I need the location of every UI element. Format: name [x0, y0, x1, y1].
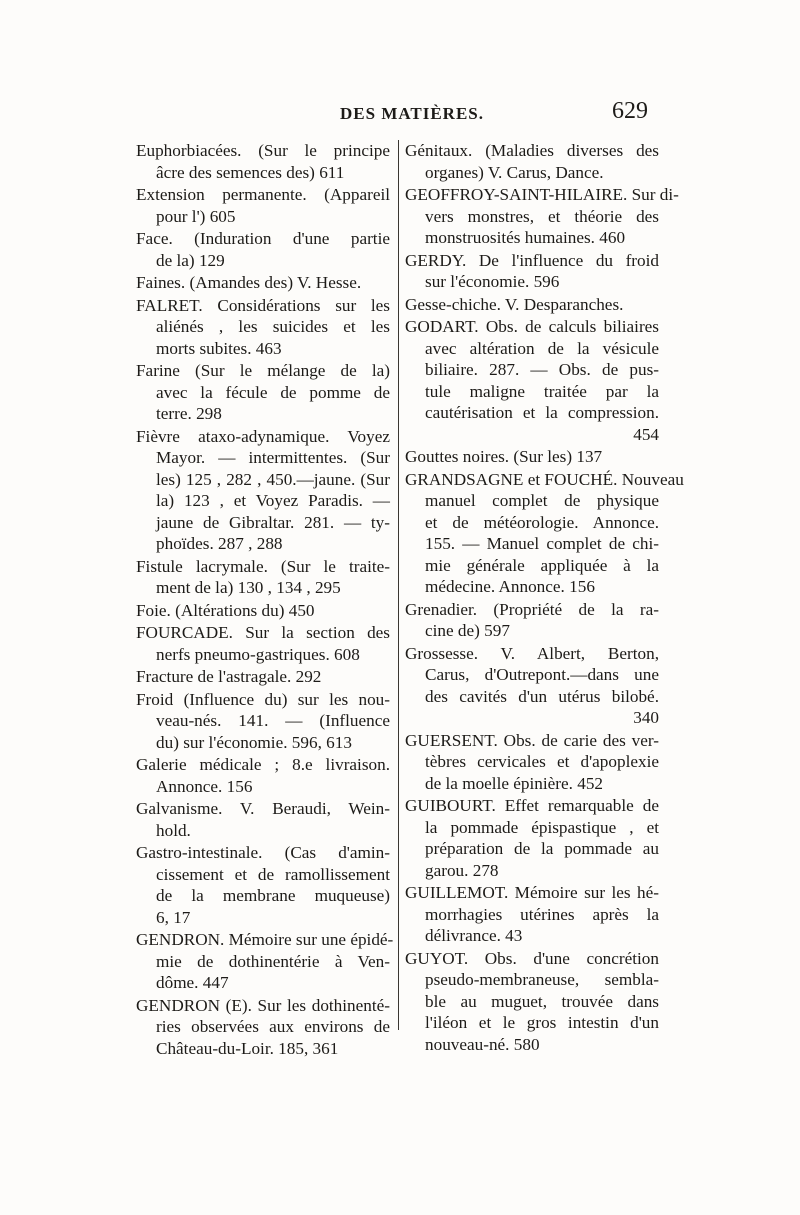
- index-entry-line: Génitaux. (Maladies diverses des: [405, 141, 659, 160]
- index-entry-line: jaune de Gibraltar. 281. — ty-: [156, 512, 390, 532]
- index-entry-line: FALRET. Considérations sur les: [136, 295, 390, 315]
- index-entry-line: Carus, d'Outrepont.—dans une: [425, 665, 659, 684]
- index-entry-line: phoïdes. 287 , 288: [156, 534, 283, 553]
- running-head: [0, 98, 800, 134]
- index-column-right: [405, 140, 684, 1056]
- index-entry-line: vers monstres, et théorie des: [425, 206, 659, 226]
- index-entry: [136, 600, 390, 622]
- index-entry-line: préparation de la pommade au: [425, 839, 659, 858]
- index-entry-line: Grenadier. (Propriété de la ra-: [405, 599, 659, 619]
- index-entry-line: aliénés , les suicides et les: [156, 317, 390, 336]
- index-entry-line: Mayor. — intermittentes. (Sur: [156, 448, 390, 467]
- index-entry-line: cissement et de ramollissement: [156, 864, 390, 884]
- index-entry: [405, 643, 659, 729]
- index-entry: [136, 184, 390, 227]
- index-entry-line: GUIBOURT. Effet remarquable de: [405, 796, 659, 815]
- index-entry-line: Château-du-Loir. 185, 361: [156, 1038, 339, 1058]
- index-entry: [405, 882, 659, 947]
- index-entry: [136, 689, 390, 754]
- index-entry-line: sur l'économie. 596: [425, 272, 560, 291]
- index-entry-line: Face. (Induration d'une partie: [136, 229, 390, 248]
- index-entry: [405, 795, 659, 881]
- index-entry-line: la) 123 , et Voyez Paradis. —: [156, 491, 390, 510]
- index-entry: [136, 295, 390, 360]
- index-entry-line: tèbres cervicales et d'apoplexie: [425, 752, 659, 771]
- index-entry-line: garou. 278: [425, 860, 499, 880]
- index-entry-line: Fistule lacrymale. (Sur le traite-: [136, 556, 390, 576]
- index-entry-line: monstruosités humaines. 460: [425, 228, 626, 247]
- page-number: 629: [612, 98, 648, 124]
- index-entry-line: Galerie médicale ; 8.e livraison.: [136, 755, 390, 774]
- index-entry-line: pseudo-membraneuse, sembla-: [425, 970, 659, 989]
- index-entry: [405, 294, 659, 316]
- index-entry-line: morrhagies utérines après la: [425, 904, 659, 924]
- index-entry-line: Faines. (Amandes des) V. Hesse.: [136, 273, 362, 292]
- index-entry-line: Foie. (Altérations du) 450: [136, 600, 315, 620]
- index-entry-line: Fracture de l'astragale. 292: [136, 667, 322, 686]
- index-entry: [405, 446, 659, 468]
- index-entry: [136, 272, 390, 294]
- index-entry-line: GERDY. De l'influence du froid: [405, 250, 659, 270]
- index-entry-line: âcre des semences des) 611: [156, 162, 345, 182]
- index-entry-line: Gesse-chiche. V. Desparanches.: [405, 294, 624, 314]
- index-entry: [136, 622, 390, 665]
- running-head-title: DES MATIÈRES.: [340, 104, 484, 123]
- index-entry: [136, 426, 390, 555]
- index-entry-line: GENDRON. Mémoire sur une épidé-: [136, 930, 394, 949]
- index-entry-line: pour l') 605: [156, 206, 236, 226]
- index-entry-line: 6, 17: [156, 907, 191, 927]
- index-entry-line: ment de la) 130 , 134 , 295: [156, 578, 341, 597]
- index-entry: [405, 730, 659, 795]
- index-entry-line: Annonce. 156: [156, 776, 253, 796]
- index-entry-line: nerfs pneumo-gastriques. 608: [156, 644, 360, 664]
- index-entry-line: de la) 129: [156, 250, 225, 270]
- index-entry-line: Extension permanente. (Appareil: [136, 185, 390, 204]
- index-entry-line: GUERSENT. Obs. de carie des ver-: [405, 730, 659, 750]
- index-entry-line: GENDRON (E). Sur les dothinenté-: [136, 995, 390, 1015]
- index-entry: [136, 842, 390, 928]
- index-entry: [405, 599, 659, 642]
- index-entry-line: Fièvre ataxo-adynamique. Voyez: [136, 426, 390, 446]
- index-entry-line: 340: [633, 708, 659, 727]
- index-entry-line: 454: [633, 424, 659, 444]
- index-entry-line: médecine. Annonce. 156: [425, 577, 595, 596]
- index-entry-line: Grossesse. V. Albert, Berton,: [405, 643, 659, 663]
- index-entry-line: Gastro-intestinale. (Cas d'amin-: [136, 843, 390, 862]
- index-entry-line: GRANDSAGNE et FOUCHÉ. Nouveau: [405, 469, 684, 489]
- index-column-left: [136, 140, 394, 1060]
- index-entry-line: cine de) 597: [425, 621, 510, 640]
- index-entry-line: FOURCADE. Sur la section des: [136, 623, 390, 642]
- index-entry-line: Gouttes noires. (Sur les) 137: [405, 447, 603, 466]
- index-entry-line: mie de dothinentérie à Ven-: [156, 951, 390, 971]
- index-entry-line: Froid (Influence du) sur les nou-: [136, 689, 390, 709]
- index-entry-line: de la moelle épinière. 452: [425, 773, 604, 793]
- index-entry-line: la pommade épispastique , et: [425, 817, 659, 837]
- index-entry-line: l'iléon et le gros intestin d'un: [425, 1013, 659, 1032]
- index-entry-line: de la membrane muqueuse): [156, 886, 390, 905]
- index-entry-line: nouveau-né. 580: [425, 1034, 540, 1054]
- index-entry: [136, 360, 390, 425]
- index-entry: [405, 948, 659, 1056]
- column-divider: [398, 140, 399, 1030]
- index-entry-line: GUILLEMOT. Mémoire sur les hé-: [405, 883, 659, 902]
- index-entry-line: cautérisation et la compression.: [425, 403, 659, 422]
- index-entry-line: GUYOT. Obs. d'une concrétion: [405, 948, 659, 968]
- index-entry-line: avec altération de la vésicule: [425, 338, 659, 358]
- index-entry: [136, 556, 390, 599]
- index-entry-line: veau-nés. 141. — (Influence: [156, 711, 390, 730]
- index-entry-line: GODART. Obs. de calculs biliaires: [405, 317, 659, 336]
- index-entry-line: tule maligne traitée par la: [425, 381, 659, 401]
- index-entry: [136, 995, 390, 1060]
- index-entry: [136, 228, 390, 271]
- index-entry-line: hold.: [156, 820, 191, 840]
- index-entry-line: terre. 298: [156, 404, 222, 423]
- index-entry-line: mie générale appliquée à la: [425, 555, 659, 575]
- index-entry-line: morts subites. 463: [156, 338, 282, 358]
- index-entry-line: des cavités d'un utérus bilobé.: [425, 686, 659, 706]
- index-entry-line: ble au muguet, trouvée dans: [425, 991, 659, 1011]
- index-entry: [136, 929, 394, 994]
- index-entry-line: les) 125 , 282 , 450.—jaune. (Sur: [156, 469, 390, 489]
- index-entry-line: Euphorbiacées. (Sur le principe: [136, 141, 390, 160]
- index-entry-line: GEOFFROY-SAINT-HILAIRE. Sur di-: [405, 185, 679, 204]
- index-entry-line: organes) V. Carus, Dance.: [425, 162, 604, 182]
- index-entry-line: Galvanisme. V. Beraudi, Wein-: [136, 799, 390, 818]
- index-entry-line: biliaire. 287. — Obs. de pus-: [425, 360, 659, 379]
- index-entry: [136, 798, 390, 841]
- index-entry-line: du) sur l'économie. 596, 613: [156, 732, 352, 752]
- index-entry-line: manuel complet de physique: [425, 491, 659, 510]
- index-entry: [405, 184, 679, 249]
- index-entry-line: Farine (Sur le mélange de la): [136, 361, 390, 380]
- index-entry-line: ries observées aux environs de: [156, 1017, 390, 1036]
- index-entry: [136, 140, 390, 183]
- index-entry-line: 155. — Manuel complet de chi-: [425, 534, 659, 553]
- index-entry: [405, 140, 659, 183]
- index-entry-line: délivrance. 43: [425, 926, 523, 945]
- index-entry: [136, 666, 390, 688]
- index-entry: [405, 316, 659, 445]
- index-entry-line: dôme. 447: [156, 973, 229, 992]
- index-entry: [405, 469, 684, 598]
- index-entry: [405, 250, 659, 293]
- index-entry-line: et de météorologie. Annonce.: [425, 512, 659, 532]
- index-entry-line: avec la fécule de pomme de: [156, 382, 390, 402]
- index-entry: [136, 754, 390, 797]
